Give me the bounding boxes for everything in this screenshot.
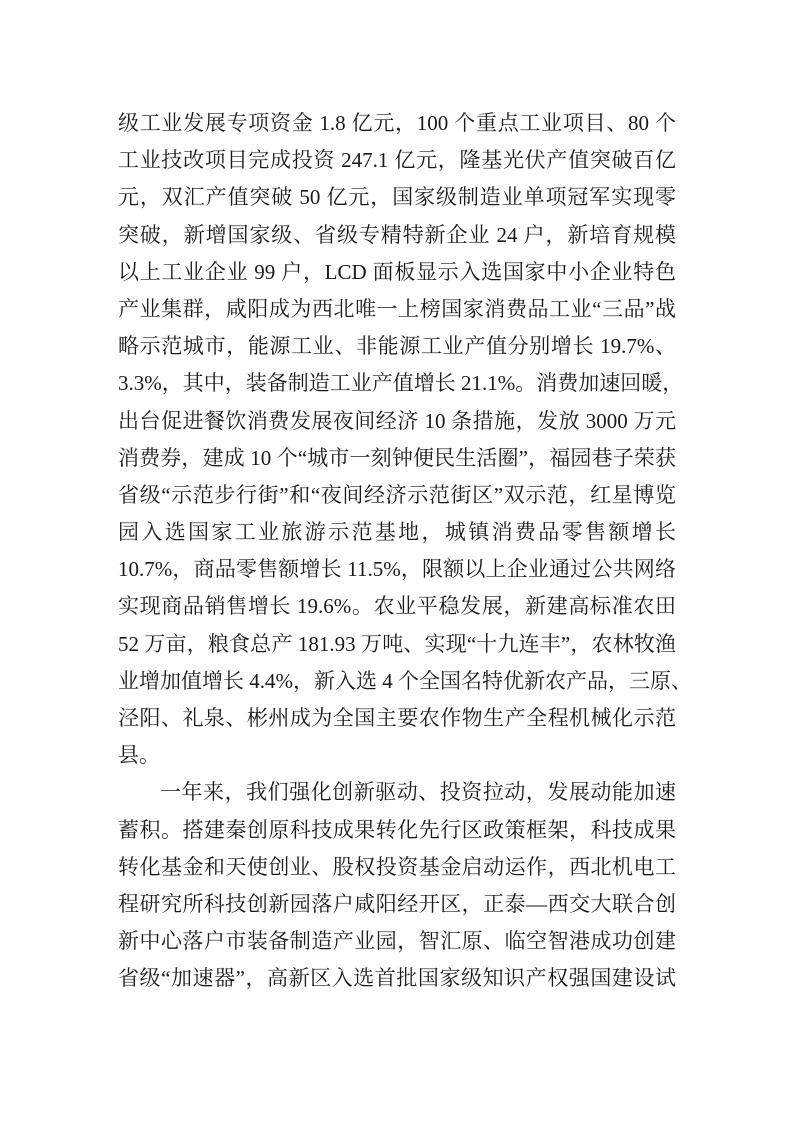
text-line: 实现商品销售增长 19.6%。农业平稳发展，新建高标准农田 xyxy=(118,594,676,619)
text-line: 以上工业企业 99 户，LCD 面板显示入选国家中小企业特色 xyxy=(118,259,676,284)
text-line: 程研究所科技创新园落户咸阳经开区，正泰—西交大联合创 xyxy=(118,891,676,916)
text-line: 10.7%，商品零售额增长 11.5%，限额以上企业通过公共网络 xyxy=(118,557,676,582)
text-line: 转化基金和天使创业、股权投资基金启动运作，西北机电工 xyxy=(118,854,676,879)
text-line: 3.3%，其中，装备制造工业产值增长 21.1%。消费加速回暖， xyxy=(118,371,684,396)
text-line: 蓄积。搭建秦创原科技成果转化先行区政策框架，科技成果 xyxy=(118,817,676,842)
text-line: 出台促进餐饮消费发展夜间经济 10 条措施，发放 3000 万元 xyxy=(118,408,676,433)
text-line: 突破，新增国家级、省级专精特新企业 24 户，新培育规模 xyxy=(118,222,676,247)
paragraph xyxy=(118,105,692,774)
text-line: 略示范城市，能源工业、非能源工业产值分别增长 19.7%、 xyxy=(118,334,676,359)
text-line: 业增加值增长 4.4%，新入选 4 个全国名特优新农产品，三原、 xyxy=(118,668,692,693)
text-line: 产业集群，咸阳成为西北唯一上榜国家消费品工业“三品”战 xyxy=(118,296,676,321)
text-line: 级工业发展专项资金 1.8 亿元，100 个重点工业项目、80 个 xyxy=(118,111,676,135)
text-line: 消费券，建成 10 个“城市一刻钟便民生活圈”，福园巷子荣获 xyxy=(118,445,676,470)
text-line: 园入选国家工业旅游示范基地，城镇消费品零售额增长 xyxy=(118,520,676,545)
text-line: 省级“加速器”，高新区入选首批国家级知识产权强国建设试 xyxy=(118,966,676,991)
text-line: 泾阳、礼泉、彬州成为全国主要农作物生产全程机械化示范 xyxy=(118,706,676,730)
text-line: 元，双汇产值突破 50 亿元，国家级制造业单项冠军实现零 xyxy=(118,185,676,210)
document-page xyxy=(118,105,692,998)
text-line: 一年来，我们强化创新驱动、投资拉动，发展动能加速 xyxy=(160,780,676,805)
text-line: 省级“示范步行街”和“夜间经济示范街区”双示范，红星博览 xyxy=(118,482,676,507)
text-line: 县。 xyxy=(118,743,160,768)
text-line: 52 万亩，粮食总产 181.93 万吨、实现“十九连丰”，农林牧渔 xyxy=(118,631,676,656)
text-line: 工业技改项目完成投资 247.1 亿元，隆基光伏产值突破百亿 xyxy=(118,148,676,173)
paragraph xyxy=(118,774,676,997)
text-line: 新中心落户市装备制造产业园，智汇原、临空智港成功创建 xyxy=(118,929,676,954)
